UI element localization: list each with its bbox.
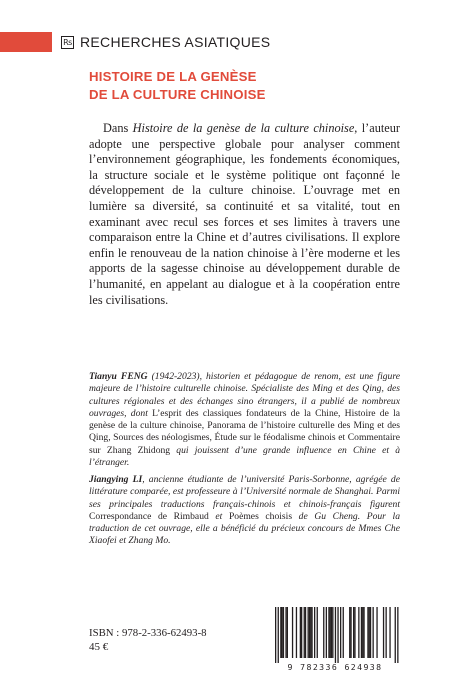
book-title-line-2: DE LA CULTURE CHINOISE (89, 87, 266, 102)
barcode-bar (340, 607, 341, 658)
translator-work-1: Correspondance de Rimbaud (89, 510, 209, 522)
barcode-bar (287, 607, 288, 658)
barcode-bar (337, 607, 338, 663)
collection-color-bar (0, 32, 52, 52)
barcode-bar (304, 607, 305, 658)
barcode-bar (309, 607, 310, 658)
author-bio-text-1: (1942-2023), historien et pédagogue de renom, est une figure majeure de l’histoire culturelle chinoise. Spécialiste des Ming et des Qing, des cultures régionales et des échanges sino étrangers, il a publié de nombreux ouvrages, dont (89, 371, 400, 419)
author-name: Tianyu FENG (89, 371, 148, 382)
collection-header (61, 32, 270, 52)
barcode-bar (296, 607, 297, 658)
barcode-bars (268, 607, 402, 663)
barcode-bar (343, 607, 344, 658)
barcode-bar (285, 607, 286, 658)
barcode-bar (278, 607, 279, 663)
barcode-bar (361, 607, 362, 658)
barcode-bar (323, 607, 324, 658)
translator-bio-text-2: et (208, 510, 229, 522)
barcode-bar (310, 607, 311, 658)
barcode-bar (317, 607, 318, 658)
summary-text: , l’auteur adopte une perspective globale pour analyser comment l’environnement géographique, les fondements économiques, la structure sociale et le système politique ont façonné le développement de la culture chinoise. L’ouvrage met en lumière sa diversité, sa continuité et sa vitalité, tout en examinant avec recul ses forces et ses limites à travers une comparaison entre la Chine et d’autres civilisations. Il explore enfin le renouveau de la nation chinoise à l’ère moderne et les apports de la sagesse chinoise au développement durable de l’humanité, en appelant au dialogue et à la coopération entre les civilisations. (89, 121, 400, 307)
barcode-bar (370, 607, 371, 658)
book-title-line-1: HISTOIRE DE LA GENÈSE (89, 69, 257, 84)
translator-bio-text-1: , ancienne étudiante de l’université Paris-Sorbonne, agrégée de littérature comparée, est professeure à l’Université normale de Shanghai. Parmi ses principales traductions français-chinois et chinois-français figurent (89, 474, 400, 510)
barcode-bar (350, 607, 351, 658)
barcode-bar (330, 607, 331, 658)
barcode-bar (376, 607, 377, 658)
barcode-bar (282, 607, 283, 658)
isbn: ISBN : 978-2-336-62493-8 (89, 627, 207, 639)
barcode-bar (335, 607, 336, 663)
barcode-bar (314, 607, 315, 658)
collection-name: RECHERCHES ASIATIQUES (80, 34, 271, 50)
barcode-bar (369, 607, 370, 658)
barcode-bar (358, 607, 359, 658)
barcode-bar (311, 607, 312, 658)
barcode-bar (292, 607, 293, 658)
barcode-bar (308, 607, 309, 658)
publisher-logo: Rs (61, 36, 74, 49)
barcode-number: 9 782336 624938 (287, 662, 383, 672)
author-bio-text-2: qui jouissent d’une grande influence en Chine et à l’étranger. (89, 444, 400, 469)
book-title (89, 68, 266, 104)
barcode-bar (305, 607, 306, 658)
barcode-bar (367, 607, 368, 658)
barcode-bar (354, 607, 355, 658)
barcode-bar (386, 607, 387, 658)
barcode-bar (363, 607, 364, 658)
barcode-bar (395, 607, 396, 663)
barcode-bar (326, 607, 327, 658)
translator-bio (89, 474, 400, 548)
barcode-bar (383, 607, 384, 658)
barcode-bar (349, 607, 350, 658)
translator-bio-text-3: de Gu Cheng. Pour la traduction de cet ouvrage, elle a bénéficié du précieux concours de Mmes Che Xiaofei et Zhang Mo. (89, 510, 400, 547)
barcode-bar (331, 607, 332, 658)
translator-name: Jiangying LI (89, 474, 143, 485)
barcode-bar (362, 607, 363, 658)
translator-work-2: Poèmes choisis (228, 510, 293, 522)
barcode-bar (328, 607, 329, 658)
barcode-bar (389, 607, 390, 658)
barcode-bar (397, 607, 398, 663)
summary-book-title: Histoire de la genèse de la culture chinoise (132, 121, 355, 135)
summary-intro: Dans (103, 121, 133, 135)
book-summary (89, 121, 400, 308)
barcode-bar (332, 607, 333, 658)
price: 45 € (89, 641, 109, 653)
barcode-bar (373, 607, 374, 658)
barcode-bar (275, 607, 276, 663)
author-bio (89, 371, 400, 469)
barcode-bar (280, 607, 281, 658)
barcode-bar (300, 607, 301, 658)
barcode-bar (283, 607, 284, 658)
barcode-bar (353, 607, 354, 658)
author-works: L’esprit des classiques fondateurs de la Chine, Histoire de la genèse de la culture chinoise, Panorama de l’histoire culturelle des Ming et des Qing, Sources des néologismes, Étude sur le féodalisme chinois et Commentaire sur Zhang Zhidong (89, 407, 400, 456)
barcode-bar (301, 607, 302, 658)
